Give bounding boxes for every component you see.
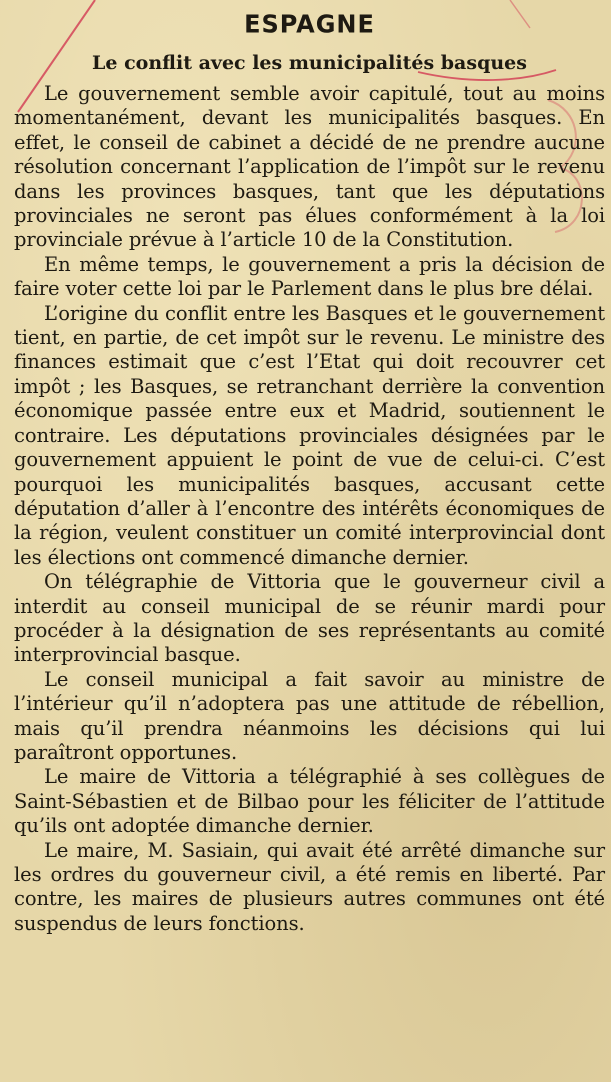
article-headline: Le conflit avec les municipalités basques <box>92 52 527 74</box>
paragraph: Le maire de Vittoria a télégraphié à ses collègues de Saint-Sébastien et de Bilbao pour les féliciter de l’attitude qu’ils ont adoptée dimanche dernier. <box>14 765 605 838</box>
paragraph: On télégraphie de Vittoria que le gouverneur civil a interdit au conseil municipal de se réunir mardi pour procéder à la désignation de ses représentants au comité interprovincial basque. <box>14 570 605 667</box>
section-title: ESPAGNE <box>244 9 375 39</box>
article-body <box>14 82 605 936</box>
paragraph: Le conseil municipal a fait savoir au ministre de l’intérieur qu’il n’adoptera pas une attitude de rébellion, mais qu’il prendra néanmoins les décisions qui lui paraîtront opportunes. <box>14 667 605 764</box>
paragraph: En même temps, le gouvernement a pris la décision de faire voter cette loi par le Parlement dans le plus bre délai. <box>14 252 605 301</box>
paragraph: Le maire, M. Sasiain, qui avait été arrêté dimanche sur les ordres du gouverneur civil, a été remis en liberté. Par contre, les maires de plusieurs autres communes ont été suspendus de leurs fonctions. <box>14 838 605 935</box>
paragraph: Le gouvernement semble avoir capitulé, tout au moins momentanément, devant les municipalités basques. En effet, le conseil de cabinet a décidé de ne prendre aucune résolution concernant l’application de l’impôt sur le revenu dans les provinces basques, tant que les députations provinciales ne seront pas élues conformément à la loi provinciale prévue à l’article 10 de la Constitution. <box>14 82 605 252</box>
paragraph: L’origine du conflit entre les Basques et le gouvernement tient, en partie, de cet impôt sur le revenu. Le ministre des finances estimait que c’est l’Etat qui doit recouvrer cet impôt ; les Basques, se retranchant derrière la convention économique passée entre eux et Madrid, soutiennent le contraire. Les députations provinciales désignées par le gouvernement appuient le point de vue de celui-ci. C’est pourquoi les municipalités basques, accusant cette députation d’aller à l’encontre des intérêts économiques de la région, veulent constituer un comité interprovincial dont les élections ont commencé dimanche dernier. <box>14 301 605 569</box>
